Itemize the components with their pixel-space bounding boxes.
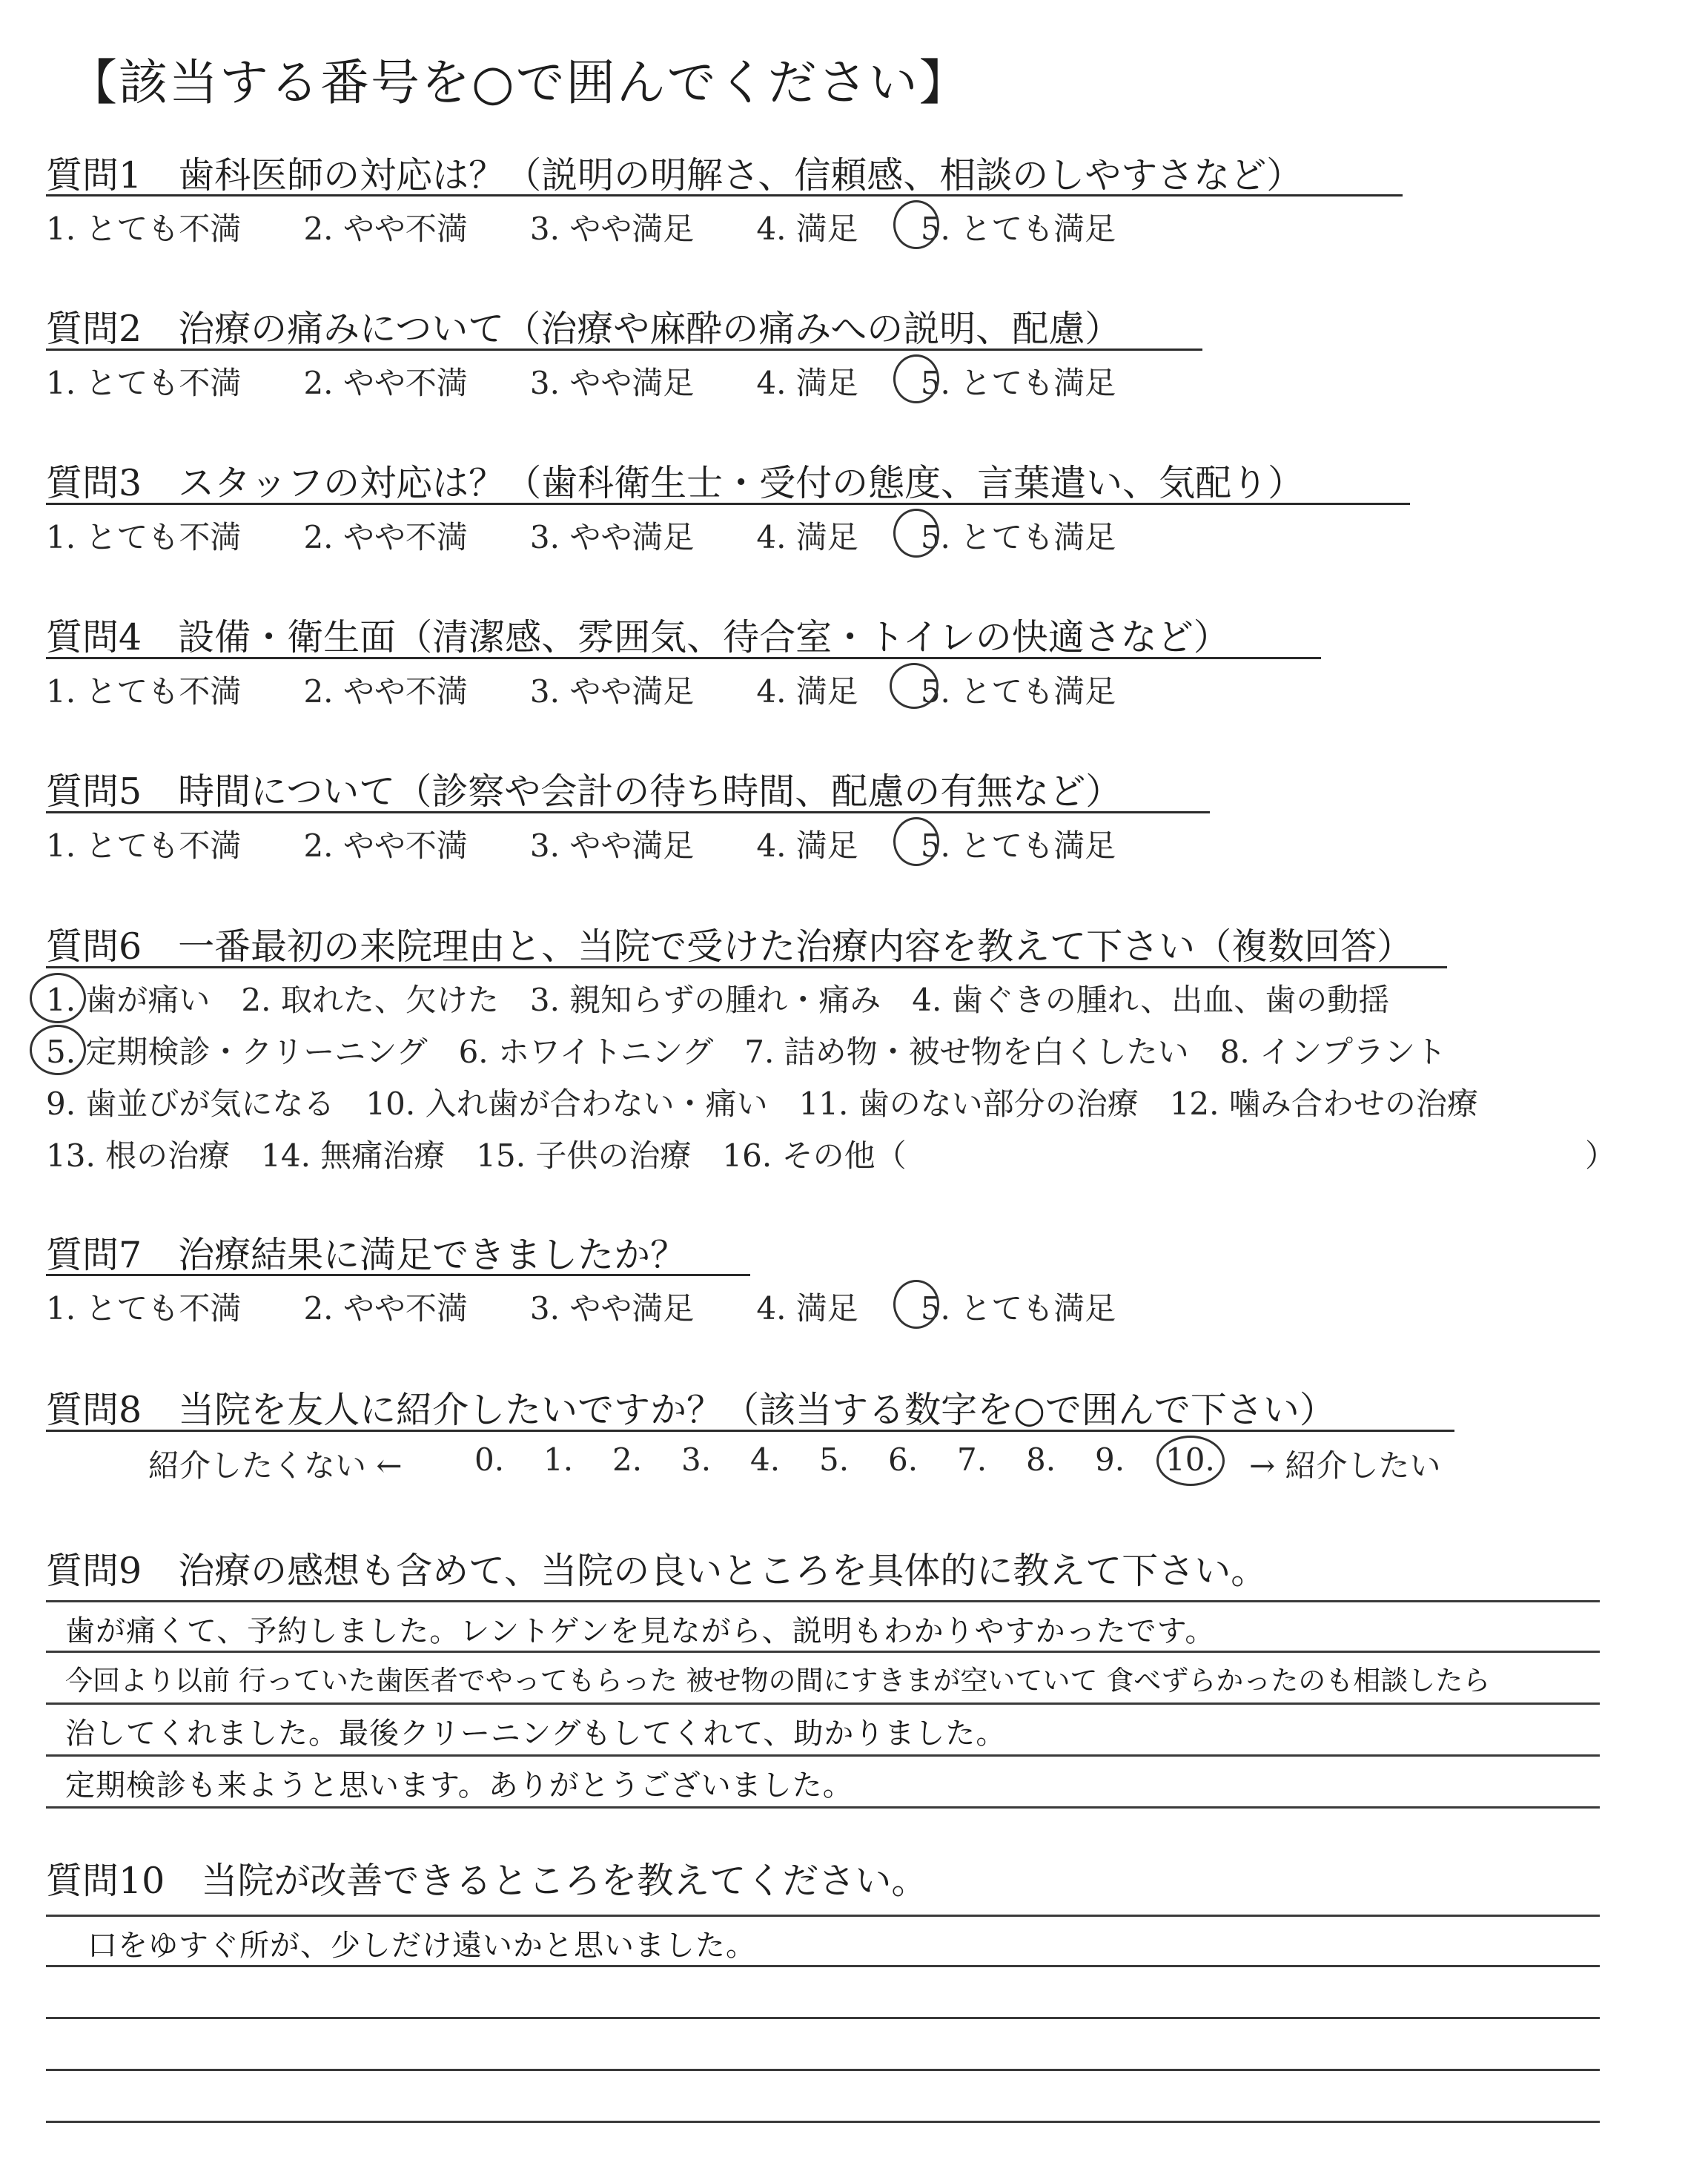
question-8-scale-3: 3. bbox=[681, 1441, 712, 1478]
question-7-answer-circle bbox=[893, 1280, 939, 1329]
question-8-scale-6: 6. bbox=[888, 1441, 918, 1478]
question-4-title: 質問4 設備・衛生面（清潔感、雰囲気、待合室・トイレの快適さなど） bbox=[46, 616, 1230, 658]
question-10-title: 質問10 当院が改善できるところを教えてください。 bbox=[46, 1860, 928, 1902]
question-8-scale-9: 9. bbox=[1095, 1441, 1125, 1478]
question-8-scale-10: 10. bbox=[1165, 1441, 1215, 1478]
question-9-answer-line-3: 治してくれました。最後クリーニングもしてくれて、助かりました。 bbox=[65, 1717, 1007, 1751]
question-8-title: 質問8 当院を友人に紹介したいですか？（該当する数字を○で囲んで下さい） bbox=[46, 1389, 1336, 1431]
question-7-options: 1. とても不満 2. やや不満 3. やや満足 4. 満足 5. とても満足 bbox=[46, 1290, 1116, 1327]
question-8-answer-circle bbox=[1156, 1436, 1225, 1486]
question-4-options: 1. とても不満 2. やや不満 3. やや満足 4. 満足 5. とても満足 bbox=[46, 673, 1116, 710]
question-8-scale-0: 0. bbox=[474, 1441, 505, 1478]
question-4-answer-circle bbox=[890, 663, 939, 709]
question-6-title: 質問6 一番最初の来院理由と、当院で受けた治療内容を教えて下さい（複数回答） bbox=[46, 925, 1414, 968]
question-8-underline bbox=[46, 1430, 1454, 1432]
question-10-rule-3 bbox=[46, 2017, 1600, 2019]
page-title: 【該当する番号を○で囲んでください】 bbox=[68, 54, 970, 111]
question-3-underline bbox=[46, 503, 1410, 505]
question-6-line-4: 13. 根の治療 14. 無痛治療 15. 子供の治療 16. その他（ bbox=[46, 1137, 907, 1174]
question-4-underline bbox=[46, 657, 1321, 659]
question-8-left-label: 紹介したくない ← bbox=[148, 1447, 403, 1484]
question-3-options: 1. とても不満 2. やや不満 3. やや満足 4. 満足 5. とても満足 bbox=[46, 519, 1116, 555]
question-1-answer-circle bbox=[893, 200, 939, 249]
question-2-title: 質問2 治療の痛みについて（治療や麻酔の痛みへの説明、配慮） bbox=[46, 308, 1122, 350]
question-9-rule-1 bbox=[46, 1600, 1600, 1602]
question-2-underline bbox=[46, 349, 1202, 351]
question-6-line-3: 9. 歯並びが気になる 10. 入れ歯が合わない・痛い 11. 歯のない部分の治療 12. 噛み合わせの治療 bbox=[46, 1086, 1478, 1122]
question-6-underline bbox=[46, 966, 1447, 968]
question-5-title: 質問5 時間について（診察や会計の待ち時間、配慮の有無など） bbox=[46, 770, 1122, 813]
question-10-rule-1 bbox=[46, 1915, 1600, 1917]
question-6-other-close: ） bbox=[1585, 1137, 1617, 1174]
question-10-answer-line-1: 口をゆすぐ所が、少しだけ遠いかと思いました。 bbox=[87, 1929, 756, 1963]
question-8-scale-1: 1. bbox=[543, 1441, 574, 1478]
question-2-options: 1. とても不満 2. やや不満 3. やや満足 4. 満足 5. とても満足 bbox=[46, 365, 1116, 401]
question-8-right-label: → 紹介したい bbox=[1249, 1447, 1441, 1484]
question-10-rule-5 bbox=[46, 2121, 1600, 2123]
question-2-answer-circle bbox=[893, 354, 939, 403]
question-9-title: 質問9 治療の感想も含めて、当院の良いところを具体的に教えて下さい。 bbox=[46, 1550, 1268, 1592]
question-9-rule-5 bbox=[46, 1806, 1600, 1809]
question-1-underline bbox=[46, 194, 1403, 196]
question-8-scale-4: 4. bbox=[750, 1441, 781, 1478]
question-10-rule-4 bbox=[46, 2069, 1600, 2071]
question-5-options: 1. とても不満 2. やや不満 3. やや満足 4. 満足 5. とても満足 bbox=[46, 828, 1116, 864]
question-1-options: 1. とても不満 2. やや不満 3. やや満足 4. 満足 5. とても満足 bbox=[46, 211, 1116, 247]
question-1-title: 質問1 歯科医師の対応は？（説明の明解さ、信頼感、相談のしやすさなど） bbox=[46, 154, 1303, 196]
question-9-rule-2 bbox=[46, 1651, 1600, 1653]
question-5-answer-circle bbox=[893, 817, 939, 866]
question-7-title: 質問7 治療結果に満足できましたか？ bbox=[46, 1234, 687, 1276]
question-7-underline bbox=[46, 1274, 750, 1276]
question-9-answer-line-2: 今回より以前 行っていた歯医者でやってもらった 被せ物の間にすきまが空いていて 食べずらかったのも相談したら bbox=[65, 1665, 1491, 1697]
question-9-rule-4 bbox=[46, 1754, 1600, 1757]
question-8-scale-7: 7. bbox=[957, 1441, 987, 1478]
question-8-scale-8: 8. bbox=[1026, 1441, 1056, 1478]
question-6-answer-circle-1 bbox=[30, 973, 86, 1023]
question-5-underline bbox=[46, 811, 1210, 813]
question-6-line-1: 1. 歯が痛い 2. 取れた、欠けた 3. 親知らずの腫れ・痛み 4. 歯ぐきの腫れ、出血、歯の動揺 bbox=[46, 982, 1390, 1018]
question-6-answer-circle-5 bbox=[30, 1025, 86, 1075]
question-3-title: 質問3 スタッフの対応は？（歯科衛生士・受付の態度、言葉遣い、気配り） bbox=[46, 462, 1305, 504]
question-9-answer-line-1: 歯が痛くて、予約しました。レントゲンを見ながら、説明もわかりやすかったです。 bbox=[65, 1614, 1216, 1648]
question-10-rule-2 bbox=[46, 1965, 1600, 1967]
question-9-answer-line-4: 定期検診も来ようと思います。ありがとうございました。 bbox=[65, 1768, 853, 1803]
question-6-line-2: 5. 定期検診・クリーニング 6. ホワイトニング 7. 詰め物・被せ物を白くしたい 8. インプラント bbox=[46, 1034, 1447, 1070]
question-3-answer-circle bbox=[893, 509, 939, 558]
question-9-rule-3 bbox=[46, 1702, 1600, 1705]
question-8-scale-2: 2. bbox=[612, 1441, 643, 1478]
question-8-scale-5: 5. bbox=[819, 1441, 850, 1478]
